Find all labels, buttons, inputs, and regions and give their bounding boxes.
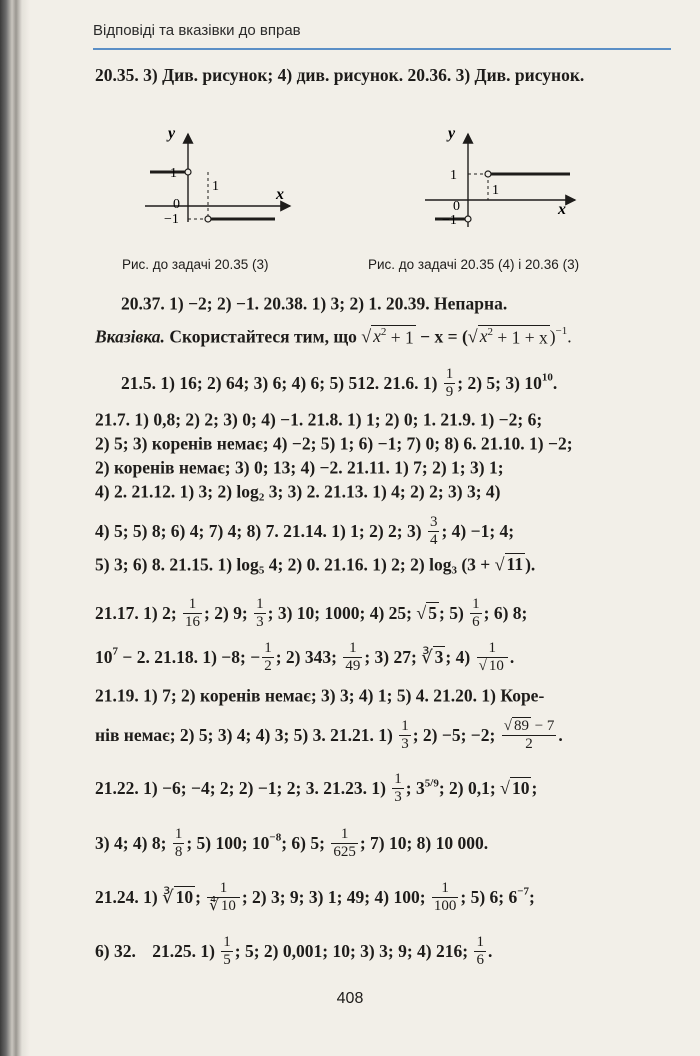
tick-label: 1 [492, 183, 499, 198]
fraction: $\frac{1}{16}$ [185, 596, 201, 630]
exercise-number: 21.5. [121, 373, 156, 393]
open-point [465, 216, 471, 222]
open-point [485, 171, 491, 177]
answer-text: 1) 1; 2) 2; 3) [326, 521, 426, 541]
answer-text: 6) 32. [95, 941, 141, 961]
exercise-number: 21.17. [95, 603, 139, 623]
log-base: 3 [451, 564, 457, 577]
formula-text: − x = ( [415, 326, 468, 347]
answer-text: 1) 1; 2) 0; 1. [342, 409, 441, 430]
answer-text: ; 5) 100; 10 [186, 833, 270, 853]
fraction: $\frac{3}{4}$ [429, 514, 438, 548]
answer-text: ; 5) 6; 6 [460, 887, 518, 908]
exercise-number: 21.13. [324, 481, 368, 502]
exercise-number: 21.25. [152, 941, 196, 961]
answer-text: ; 3 [405, 778, 425, 798]
radical: √ [416, 603, 427, 623]
exercise-number: 21.15. [169, 554, 214, 575]
fraction: $\frac{√ 89 - 7}{2}$ [503, 718, 555, 753]
answer-text: (3 + [456, 554, 495, 575]
intro-paragraph [95, 64, 671, 86]
answer-text: 4) 5; 5) 8; 6) 4; 7) 4; 8) 7. [95, 521, 284, 541]
caption-left: Рис. до задачі 20.35 (3) [122, 257, 269, 272]
exercise-number: 21.6. [383, 373, 419, 393]
answer-text: 1) −6; −4; 2; 2) −1; 2; 3. [138, 778, 324, 798]
exercise-number: 21.20. [433, 685, 478, 706]
cube-root: ∛ [162, 887, 174, 908]
exercise-number: 21.21. [330, 725, 374, 746]
answer-text: ; 2) 0,1; [438, 778, 501, 798]
answer-text: Непарна. [429, 293, 508, 314]
exercise-number: 21.11. [347, 457, 390, 478]
answer-text: 1) [195, 941, 220, 961]
answer-text: 1) 3; 2) 1. [307, 293, 386, 314]
log-base: 2 [258, 491, 265, 504]
x-label: x [276, 186, 284, 203]
exercise-number: 21.14. [283, 521, 327, 541]
answer-text: − 2. [118, 647, 155, 668]
answer-text: ; [529, 887, 535, 908]
hint-text: Скористайтеся тим, що [164, 326, 362, 347]
fraction: $\frac{1}{∜ 10}$ [207, 880, 240, 915]
exponent: 10 [541, 371, 553, 384]
exercise-number: 21.10. [480, 433, 525, 454]
answer-text: ; 6) 5; [281, 833, 330, 853]
answer-text: . [552, 373, 558, 393]
y-label: y [168, 125, 176, 142]
answer-text: ; 2) 3; 9; 3) 1; 49; 4) 100; [241, 887, 430, 908]
exponent: −7 [517, 885, 530, 898]
answer-text: 1) −2; 6; [475, 409, 543, 430]
answer-text: ; 5; 2) 0,001; 10; 3) 3; 9; 4) 216; [234, 941, 473, 961]
fraction: $\frac{1}{6}$ [472, 596, 480, 630]
answer-text: 2) коренів немає; 3) 0; 13; 4) −2. [95, 457, 348, 478]
answer-text: 1) 4; 2) 2; 3) 3; 4) [367, 481, 501, 502]
graph-20-36-3 [420, 122, 590, 232]
exponent: −8 [269, 831, 282, 844]
answer-text: 1) 7; 2) 1; 3) 1; [389, 457, 504, 478]
answer-text: ; [195, 887, 206, 908]
answer-text: ; 4) [445, 647, 475, 668]
answer-text: 1) [366, 778, 391, 798]
fraction: $\frac{1}{625}$ [333, 826, 356, 860]
answer-line-21-22 [95, 771, 671, 815]
answer-text: ; 3) 10; 1000; 4) 25; [267, 603, 417, 623]
exercise-number: 21.12. [131, 481, 176, 502]
answer-text: 1) Коре- [477, 685, 545, 706]
answer-text: . [509, 647, 515, 668]
answer-text: 1) [418, 373, 442, 393]
answer-text: ; 7) 10; 8) 10 000. [359, 833, 489, 853]
answer-text: 10 [95, 647, 113, 668]
answer-text: 3) Див. рисунок. [451, 65, 585, 85]
exercise-number: 20.35. [95, 65, 139, 85]
answer-text: 1) 0,8; 2) 2; 3) 0; 4) −1. [130, 409, 308, 430]
tick-label: 1 [170, 166, 177, 181]
formula-text: ) [549, 326, 556, 347]
exponent: 7 [112, 645, 118, 658]
answer-text: ; 5) [439, 603, 469, 623]
page-header [93, 14, 671, 50]
answer-text: 1) 3; 2) log [175, 481, 259, 502]
answer-line [95, 826, 671, 870]
radical: √ [494, 554, 505, 575]
answer-line-21-18 [95, 640, 671, 684]
tick-label: −1 [442, 213, 457, 228]
answer-text: 1) [138, 887, 163, 908]
exercise-number: 21.22. [95, 778, 139, 798]
hint-line: Вказівка. Скористайтеся тим, що √ $x^2 + 1 - x$ = (√ $x^2 + 1 + x$ )$^{-1}$. [95, 325, 572, 348]
answer-text: . [558, 725, 563, 746]
exercise-number: 20.39. [385, 293, 430, 314]
radicand: 11 [506, 554, 524, 575]
fraction: $\frac{1}{3}$ [256, 596, 264, 630]
answer-text: 2) 5; 3) коренів немає; 4) −2; 5) 1; 6) −1; 7) 0; 8) 6. [95, 433, 481, 454]
answer-text: ; [531, 778, 538, 798]
answer-text: 1) −2; [524, 433, 573, 454]
tick-label: −1 [164, 212, 179, 227]
answer-text: 5) 3; 6) 8. [95, 554, 170, 575]
hint-label: Вказівка. [95, 326, 165, 347]
answer-text: 1) 7; 2) коренів немає; 3) 3; 4) 1; 5) 4. [138, 685, 434, 706]
answer-text: ; 3) 27; [364, 647, 422, 668]
answer-line [95, 553, 671, 597]
fraction: $\frac{1}{3}$ [394, 771, 402, 805]
answer-text: ; 6) 8; [483, 603, 528, 623]
fraction: $\frac{1}{8}$ [174, 826, 183, 860]
header-title: Відповіді та вказівки до вправ [93, 22, 301, 39]
cube-root: ∛ [421, 647, 433, 668]
answer-line [95, 514, 671, 558]
open-point [185, 169, 191, 175]
tick-label: 1 [450, 168, 457, 183]
exercise-number: 21.9. [440, 409, 476, 430]
answer-text: 3; 3) 2. [264, 481, 325, 502]
answer-text: 1) 16; 2) 64; 3) 6; 4) 6; 5) 512. [156, 373, 384, 393]
answer-text: ; 2) 9; [204, 603, 253, 623]
fraction: $\frac{1}{9}$ [445, 366, 454, 400]
formula-var: x [373, 325, 381, 346]
log-base: 5 [258, 564, 265, 577]
radicand: 5 [428, 603, 437, 623]
fraction-exponent: 5/9 [424, 776, 439, 790]
formula-text: . [567, 326, 572, 347]
radicand: 10 [511, 778, 530, 798]
formula-exp: −1 [555, 325, 568, 338]
fraction: $\frac{1}{√ 10}$ [477, 640, 508, 675]
answer-text: 3) Див. рисунок; 4) див. рисунок. [138, 65, 408, 85]
formula-var: x [479, 325, 488, 346]
exercise-number: 21.8. [307, 409, 343, 430]
fraction: $\frac{1}{5}$ [223, 934, 231, 968]
formula-text: + 1 + x [492, 327, 548, 348]
radicand: 10 [175, 887, 194, 908]
answer-text: 1) 2; [138, 603, 182, 623]
fraction: $\frac{1}{6}$ [476, 934, 484, 968]
answer-line-21-24 [95, 880, 671, 924]
radicand: 3 [434, 647, 444, 668]
fraction: $\frac{1}{2}$ [264, 640, 272, 675]
formula-exp: 2 [380, 325, 387, 338]
answer-text: 4; 2) 0. [264, 554, 325, 575]
answer-text: . [487, 941, 493, 961]
origin-label: 0 [453, 199, 460, 214]
answer-text: нів немає; 2) 5; 3) 4; 4) 3; 5) 3. [95, 725, 331, 746]
origin-label: 0 [173, 197, 180, 212]
exercise-number: 21.23. [323, 778, 367, 798]
caption-right: Рис. до задачі 20.35 (4) і 20.36 (3) [368, 257, 580, 272]
exercise-number: 21.16. [324, 554, 368, 575]
answer-line-21-25 [95, 934, 671, 978]
radical: √ [500, 778, 510, 798]
exercise-number: 21.24. [95, 887, 139, 908]
exercise-number: 21.18. [154, 647, 198, 668]
x-label: x [558, 201, 566, 218]
exercise-number: 21.7. [95, 409, 130, 430]
graph-20-35-3 [140, 122, 300, 232]
y-label: y [448, 125, 456, 142]
formula-exp: 2 [487, 325, 493, 338]
answer-line-21-17 [95, 596, 671, 640]
answer-text: 1) −2; 2) −1. [164, 293, 264, 314]
answer-line-21-5 [95, 366, 671, 410]
fraction: $\frac{1}{49}$ [345, 640, 361, 675]
fraction: $\frac{1}{100}$ [433, 880, 457, 915]
answer-text: ; 2) −5; −2; [412, 725, 500, 746]
answer-text: ; 4) −1; 4; [441, 521, 515, 541]
formula-text: + 1 [386, 327, 414, 348]
exercise-number: 20.38. [263, 293, 308, 314]
tick-label: 1 [212, 179, 219, 194]
answer-text: 4) 2. [95, 481, 132, 502]
answer-line [95, 718, 671, 762]
exercise-number: 20.37. [121, 293, 165, 314]
fraction: $\frac{1}{3}$ [401, 718, 409, 753]
answer-text: 1) 2; 2) log [367, 554, 452, 575]
answer-text: ; 2) 343; [275, 647, 342, 668]
exercise-number: 21.19. [95, 685, 139, 706]
answer-text: ; 2) 5; 3) 10 [457, 373, 542, 393]
exercise-number: 20.36. [407, 65, 452, 85]
page-number: 408 [336, 990, 364, 1007]
answer-text: 1) log [213, 554, 259, 575]
answer-text: ). [525, 554, 536, 575]
answer-text: 1) −8; − [197, 647, 261, 668]
answer-text: 1) [373, 725, 398, 746]
open-point [205, 216, 211, 222]
book-spine-shadow [0, 0, 30, 1056]
answer-text: 3) 4; 4) 8; [95, 833, 171, 853]
